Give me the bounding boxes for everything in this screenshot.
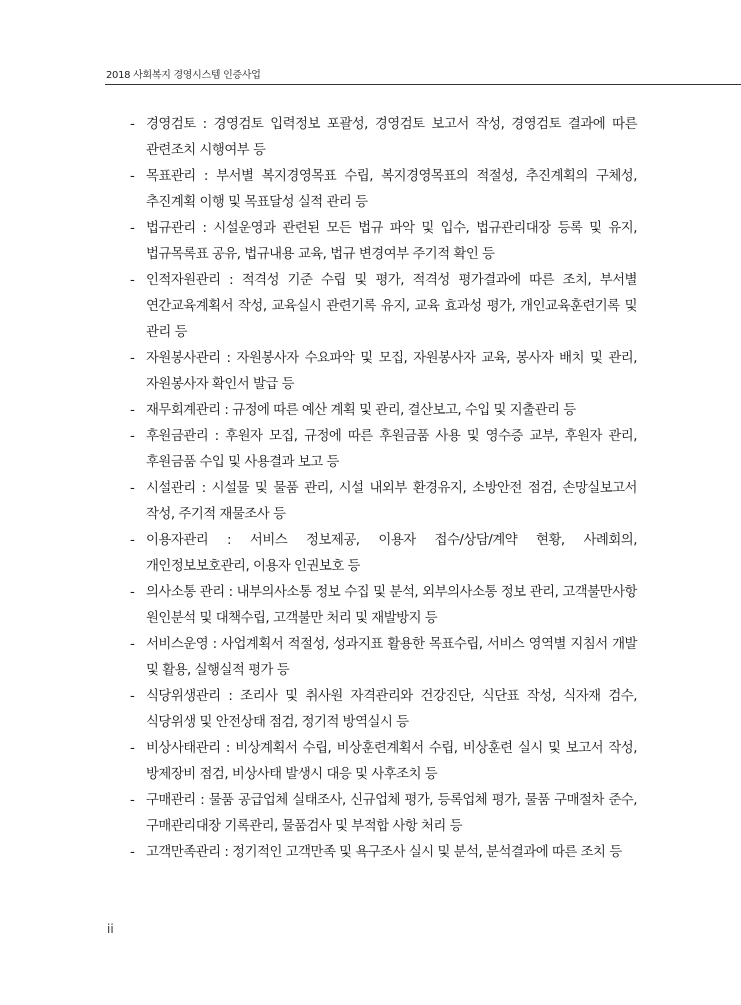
bullet-dash: - [130, 585, 135, 600]
list-item [0, 424, 741, 476]
bullet-dash: - [130, 845, 135, 860]
bullet-dash: - [130, 637, 135, 652]
bullet-dash: - [130, 169, 135, 184]
bullet-dash: - [130, 793, 135, 808]
list-item [0, 268, 741, 346]
list-item [0, 398, 741, 424]
bullet-dash: - [130, 117, 135, 132]
list-item [0, 788, 741, 840]
list-item [0, 112, 741, 164]
list-item [0, 476, 741, 528]
list-item-text: 서비스운영 : 사업계획서 적절성, 성과지표 활용한 목표수립, 서비스 영역별 지침서 개발 및 활용, 실행실적 평가 등 [146, 637, 637, 678]
page-number: ii [107, 922, 114, 936]
list-item [0, 580, 741, 632]
bullet-dash: - [130, 273, 135, 288]
header-rule [105, 84, 741, 85]
list-item-text: 후원금관리 : 후원자 모집, 규정에 따른 후원금품 사용 및 영수증 교부, 후원자 관리, 후원금품 수입 및 사용결과 보고 등 [146, 429, 637, 470]
item-list [0, 112, 741, 866]
list-item-text: 시설관리 : 시설물 및 물품 관리, 시설 내외부 환경유지, 소방안전 점검, 손망실보고서 작성, 주기적 재물조사 등 [146, 481, 637, 522]
list-item [0, 632, 741, 684]
list-item-text: 이용자관리 : 서비스 정보제공, 이용자 접수/상담/계약 현황, 사례회의, 개인정보보호관리, 이용자 인권보호 등 [146, 533, 637, 574]
list-item-text: 목표관리 : 부서별 복지경영목표 수립, 복지경영목표의 적절성, 추진계획의 구체성, 추진계획 이행 및 목표달성 실적 관리 등 [146, 169, 637, 210]
list-item-text: 의사소통 관리 : 내부의사소통 정보 수집 및 분석, 외부의사소통 정보 관리, 고객불만사항 원인분석 및 대책수립, 고객불만 처리 및 재발방지 등 [146, 585, 637, 626]
list-item [0, 840, 741, 866]
list-item [0, 346, 741, 398]
list-item [0, 736, 741, 788]
bullet-dash: - [130, 351, 135, 366]
list-item [0, 528, 741, 580]
list-item [0, 216, 741, 268]
list-item-text: 비상사태관리 : 비상계획서 수립, 비상훈련계획서 수립, 비상훈련 실시 및 보고서 작성, 방제장비 점검, 비상사태 발생시 대응 및 사후조치 등 [146, 741, 637, 782]
list-item-text: 경영검토 : 경영검토 입력정보 포괄성, 경영검토 보고서 작성, 경영검토 결과에 따른 관련조치 시행여부 등 [146, 117, 637, 158]
list-item-text: 식당위생관리 : 조리사 및 취사원 자격관리와 건강진단, 식단표 작성, 식자재 검수, 식당위생 및 안전상태 점검, 정기적 방역실시 등 [146, 689, 637, 730]
list-item-text: 법규관리 : 시설운영과 관련된 모든 법규 파악 및 입수, 법규관리대장 등록 및 유지, 법규목록표 공유, 법규내용 교육, 법규 변경여부 주기적 확인 등 [146, 221, 637, 262]
bullet-dash: - [130, 429, 135, 444]
bullet-dash: - [130, 403, 135, 418]
bullet-dash: - [130, 741, 135, 756]
list-item-text: 인적자원관리 : 적격성 기준 수립 및 평가, 적격성 평가결과에 따른 조치, 부서별 연간교육계획서 작성, 교육실시 관련기록 유지, 교육 효과성 평가, 개인교육훈련기록 및 관리 등 [146, 273, 637, 340]
running-header: 2018 사회복지 경영시스템 인증사업 [106, 70, 261, 81]
bullet-dash: - [130, 533, 135, 548]
list-item-text: 재무회계관리 : 규정에 따른 예산 계획 및 관리, 결산보고, 수입 및 지출관리 등 [146, 403, 576, 418]
bullet-dash: - [130, 689, 135, 704]
list-item-text: 자원봉사관리 : 자원봉사자 수요파악 및 모집, 자원봉사자 교육, 봉사자 배치 및 관리, 자원봉사자 확인서 발급 등 [146, 351, 637, 392]
bullet-dash: - [130, 481, 135, 496]
list-item-text: 구매관리 : 물품 공급업체 실태조사, 신규업체 평가, 등록업체 평가, 물품 구매절차 준수, 구매관리대장 기록관리, 물품검사 및 부적합 사항 처리 등 [146, 793, 637, 834]
list-item [0, 164, 741, 216]
list-item-text: 고객만족관리 : 정기적인 고객만족 및 욕구조사 실시 및 분석, 분석결과에 따른 조치 등 [146, 845, 622, 860]
list-item [0, 684, 741, 736]
bullet-dash: - [130, 221, 135, 236]
